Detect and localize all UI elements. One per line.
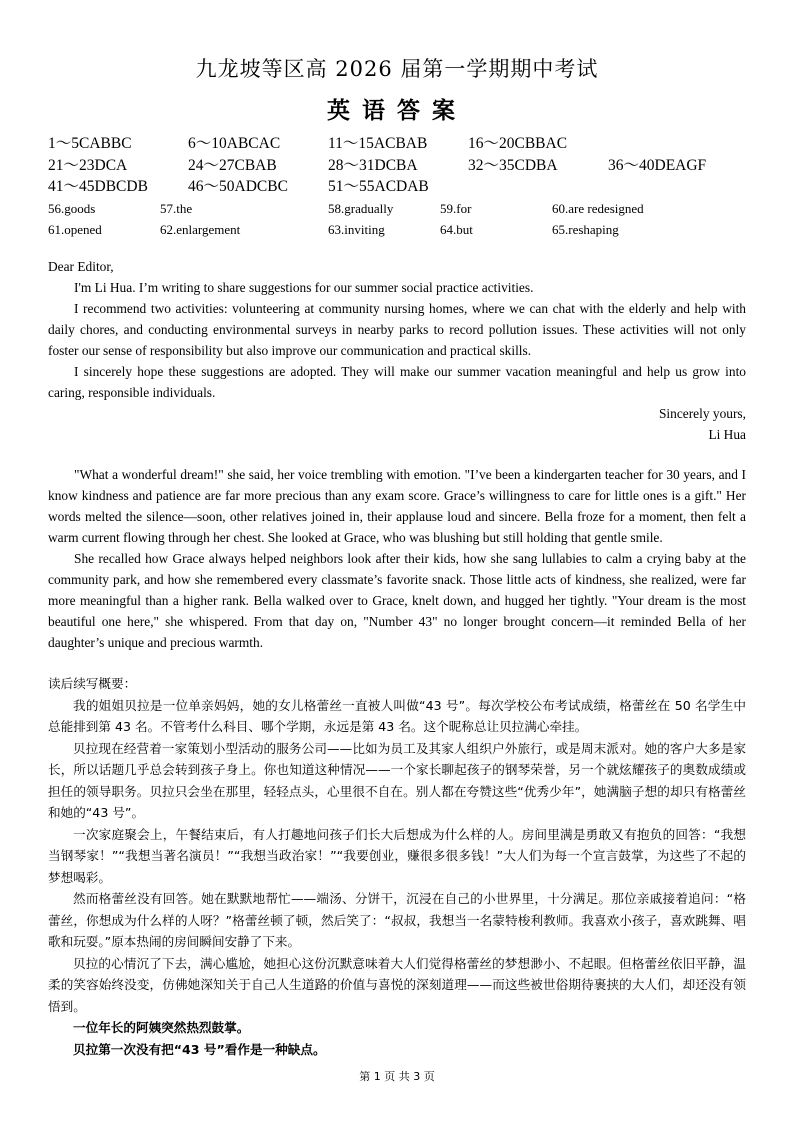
letter-paragraph: I'm Li Hua. I’m writing to share suggestions for our summer social practice activities. <box>74 280 534 295</box>
answer-row <box>48 176 748 198</box>
answer-group: 1～5CABBC <box>48 135 132 152</box>
answer-group: 46～50ADCBC <box>188 178 288 195</box>
answer-group: 6～10ABCAC <box>188 135 281 152</box>
page-number: 第 1 页 共 3 页 <box>359 1070 435 1083</box>
answer-group: 28～31DCBA <box>328 156 418 174</box>
answer-group: 24～27CBAB <box>188 156 277 174</box>
answer-group: 36～40DEAGF <box>608 156 707 174</box>
exam-title: 九龙坡等区高 2026 届第一学期期中考试 <box>195 57 599 81</box>
answer-key-title: 英语答案 <box>327 97 467 124</box>
answer-row <box>48 133 748 155</box>
answer-item: 58.gradually <box>328 200 394 216</box>
letter-greeting: Dear Editor, <box>48 259 114 274</box>
answer-item: 60.are redesigned <box>552 200 644 216</box>
answer-row <box>48 219 748 241</box>
summary-prompt: 贝拉第一次没有把“43 号”看作是一种缺点。 <box>73 1041 326 1057</box>
story-paragraph: She recalled how Grace always helped neighbors look after their kids, how she sang lullabies to calm a crying baby at the community park, and how she remembered every classmate’s favorite snack. Those little acts of kindness, she realized, were far more meaningful than a higher rank. Bella walked over to Grace, knelt down, and hugged her tightly. "Your dream is the most beautiful one here," she whispered. From that day on, "Number 43" no longer brought concern—it reminded Bella of her daughter’s unique and precious warmth. <box>48 551 746 650</box>
answer-item: 64.but <box>440 222 473 237</box>
letter-paragraph: I recommend two activities: volunteering at community nursing homes, where we can chat with the elderly and help with daily chores, and conducting environmental surveys in nearby parks to record pollution issues. These activities will not only foster our sense of responsibility but also improve our communication and practical skills. <box>48 301 746 358</box>
letter-closing: Sincerely yours, <box>658 406 746 421</box>
summary-paragraph: 一次家庭聚会上，午餐结束后，有人打趣地问孩子们长大后想成为什么样的人。房间里满是勇敢又有抱负的回答：“我想当钢琴家！”“我想当著名演员！”“我想当政治家！”“我要创业，赚很多很多钱！”大人们为每一个宣言鼓掌，为这些了不起的梦想喝彩。 <box>48 826 746 885</box>
answer-key-section <box>48 133 748 241</box>
answer-item: 62.enlargement <box>160 222 241 237</box>
summary-paragraph: 贝拉的心情沉了下去，满心尴尬，她担心这份沉默意味着大人们觉得格蕾丝的梦想渺小、不起眼。但格蕾丝依旧平静，温柔的笑容始终没变，仿佛她深知关于自己人生道路的价值与喜悦的深刻道理——而这些被世俗期待裹挟的大人们，却还没有领悟到。 <box>48 955 746 1014</box>
summary-heading: 读后续写概要： <box>48 676 137 691</box>
answer-item: 65.reshaping <box>552 222 619 237</box>
answer-group: 32～35CDBA <box>468 156 558 174</box>
answer-item: 59.for <box>440 200 472 216</box>
summary-prompt: 一位年长的阿姨突然热烈鼓掌。 <box>73 1020 250 1035</box>
answer-item: 63.inviting <box>328 222 385 237</box>
answer-row <box>48 198 748 220</box>
answer-group: 11～15ACBAB <box>328 135 428 152</box>
letter-signature: Li Hua <box>708 427 746 442</box>
answer-item: 61.opened <box>48 222 102 237</box>
answer-group: 21～23DCA <box>48 156 128 174</box>
model-continuation <box>48 464 746 653</box>
answer-item: 57.the <box>160 200 193 216</box>
answer-group: 51～55ACDAB <box>328 178 429 195</box>
model-letter <box>48 256 746 445</box>
letter-paragraph: I sincerely hope these suggestions are adopted. They will make our summer vacation meaningful and help us grow into caring, responsible individuals. <box>48 364 746 400</box>
summary-paragraph: 然而格蕾丝没有回答。她在默默地帮忙——端汤、分饼干，沉浸在自己的小世界里，十分满足。那位亲戚接着追问：“格蕾丝，你想成为什么样的人呀？”格蕾丝顿了顿，然后笑了：“叔叔，我想当一名蒙特梭利教师。我喜欢小孩子，喜欢跳舞、唱歌和玩耍。”原本热闹的房间瞬间安静了下来。 <box>48 891 746 949</box>
answer-item: 56.goods <box>48 200 96 216</box>
summary-paragraph: 贝拉现在经营着一家策划小型活动的服务公司——比如为员工及其家人组织户外旅行，或是周末派对。她的客户大多是家长，所以话题几乎总会转到孩子身上。你也知道这种情况——一个家长聊起孩子的钢琴荣誉，另一个就炫耀孩子的奥数成绩或担任的领导职务。贝拉只会坐在那里，轻轻点头，心里很不自在。别人都在夸赞这些“优秀少年”，她满脑子想的却只有格蕾丝和她的“43 号”。 <box>48 740 746 820</box>
story-paragraph: "What a wonderful dream!" she said, her voice trembling with emotion. "I’ve been a kindergarten teacher for 30 years, and I know kindness and patience are far more precious than any exam score. Grace’s willingness to care for little ones is a gift." Her words melted the silence—soon, other relatives joined in, their applause loud and sincere. Bella froze for a moment, then felt a warm current flowing through her chest. She looked at Grace, who was blushing but still holding that gentle smile. <box>48 467 746 545</box>
answer-row <box>48 155 748 177</box>
continuation-summary <box>48 673 746 1060</box>
answer-group: 41～45DBCDB <box>48 178 148 195</box>
answer-group: 16～20CBBAC <box>468 135 568 152</box>
summary-paragraph: 我的姐姐贝拉是一位单亲妈妈，她的女儿格蕾丝一直被人叫做“43 号”。每次学校公布考试成绩，格蕾丝在 50 名学生中总能排到第 43 名。不管考什么科目、哪个学期，永远是第 43 名。这个昵称总让贝拉满心牵挂。 <box>48 697 746 734</box>
